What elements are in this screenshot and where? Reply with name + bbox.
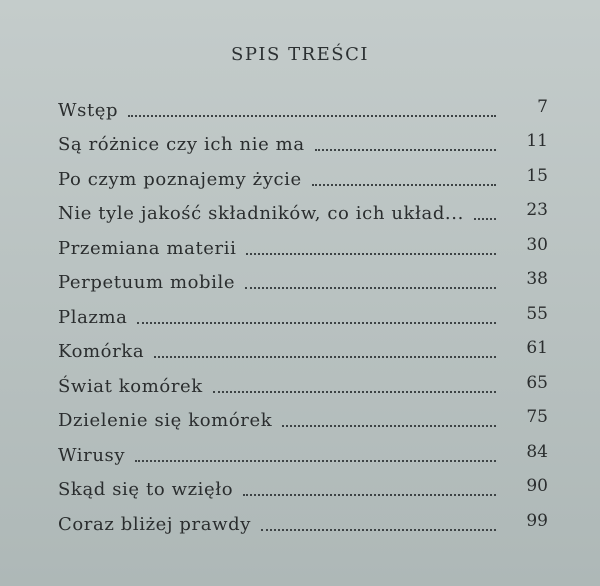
- toc-entry-label: Plazma: [58, 306, 128, 328]
- toc-entry: [58, 127, 548, 162]
- toc-entry-page: 61: [526, 338, 548, 358]
- toc-entry: [58, 161, 548, 196]
- toc-entry-label: Wirusy: [58, 444, 126, 466]
- toc-entry: [58, 368, 548, 403]
- dot-leader: [128, 115, 496, 117]
- toc-entry-label: Świat komórek: [58, 375, 203, 397]
- toc-entry-page: 38: [526, 269, 548, 289]
- dot-leader: [243, 494, 496, 496]
- toc-entry-label: Wstęp: [58, 99, 119, 121]
- toc-entry-label: Perpetuum mobile: [58, 272, 236, 293]
- dot-leader: [282, 425, 496, 427]
- toc-entry: [58, 265, 548, 300]
- toc-entry-label: Przemiana materii: [58, 237, 237, 259]
- toc-entry-label: Komórka: [58, 341, 145, 362]
- toc-entry-page: 7: [537, 96, 548, 117]
- toc-entry: [58, 92, 548, 127]
- toc-entry-label: Są różnice czy ich nie ma: [58, 134, 305, 155]
- dot-leader: [137, 322, 496, 324]
- toc-entry: [58, 196, 548, 231]
- toc-entry-page: 55: [526, 303, 548, 324]
- toc-entry-page: 11: [526, 131, 548, 151]
- dot-leader: [245, 287, 496, 289]
- toc-entry: [58, 472, 548, 507]
- table-of-contents: [58, 92, 548, 541]
- toc-entry-label: Po czym poznajemy życie: [58, 168, 302, 190]
- toc-entry: [58, 334, 548, 369]
- toc-entry: [58, 506, 548, 541]
- dot-leader: [474, 218, 496, 220]
- toc-entry: [58, 437, 548, 472]
- toc-entry: [58, 230, 548, 265]
- toc-entry-page: 15: [526, 165, 548, 186]
- toc-entry-page: 23: [526, 200, 548, 220]
- dot-leader: [261, 529, 496, 531]
- dot-leader: [315, 149, 496, 151]
- toc-entry-page: 90: [526, 476, 548, 496]
- toc-entry-label: Nie tyle jakość składników, co ich układ...: [58, 203, 464, 224]
- dot-leader: [213, 391, 496, 393]
- toc-entry-page: 75: [526, 407, 548, 427]
- dot-leader: [246, 253, 496, 255]
- toc-entry-label: Skąd się to wzięło: [58, 479, 234, 500]
- toc-entry-page: 84: [526, 441, 548, 462]
- toc-entry-label: Dzielenie się komórek: [58, 410, 273, 431]
- toc-entry-page: 30: [526, 234, 548, 255]
- page-title: SPIS TREŚCI: [230, 44, 370, 65]
- toc-entry-page: 65: [526, 372, 548, 393]
- toc-entry: [58, 299, 548, 334]
- toc-entry-page: 99: [526, 510, 548, 531]
- dot-leader: [312, 184, 496, 186]
- dot-leader: [135, 460, 496, 462]
- toc-entry-label: Coraz bliżej prawdy: [58, 513, 251, 535]
- dot-leader: [154, 356, 496, 358]
- toc-entry: [58, 403, 548, 438]
